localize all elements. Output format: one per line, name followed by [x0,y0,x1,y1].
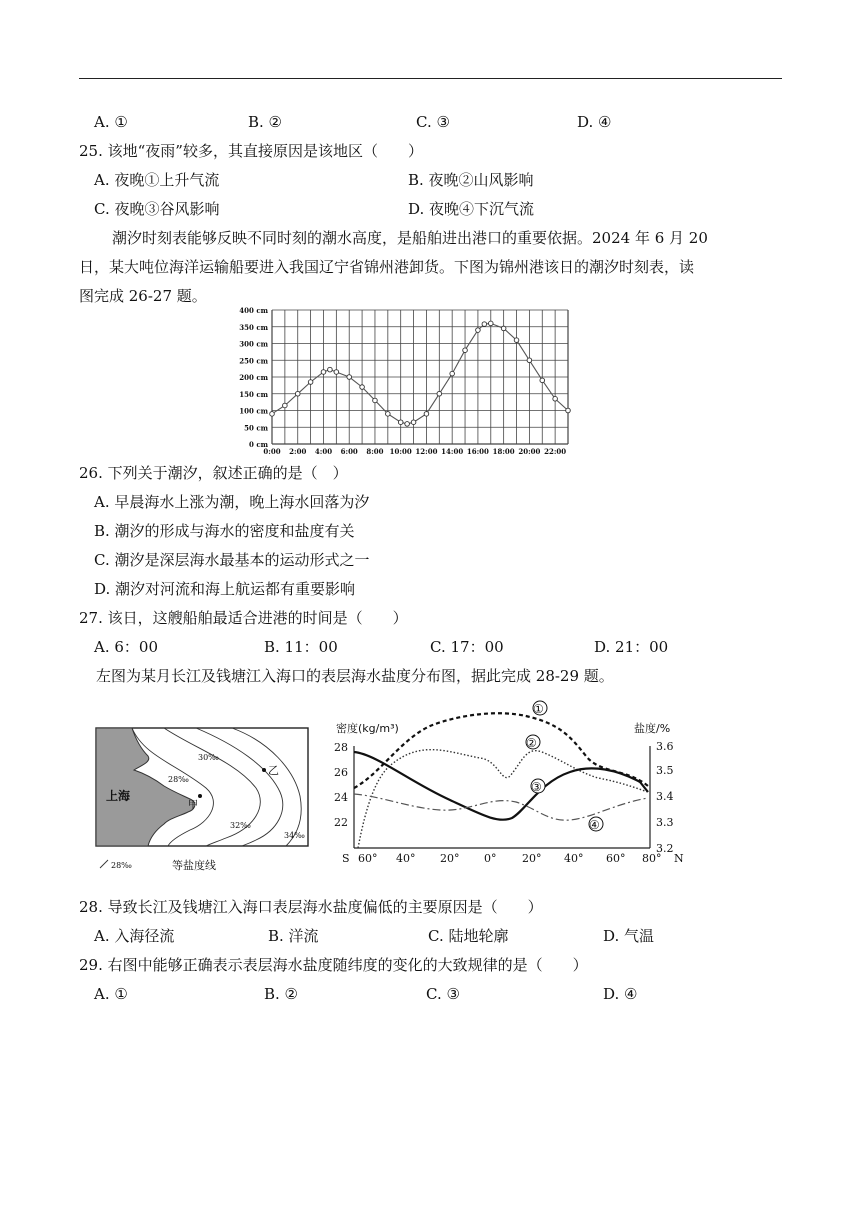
tide-data-point [405,422,410,427]
tide-data-point [360,385,365,390]
tide-data-point [270,412,275,417]
tide-data-point [398,420,403,425]
isoline-label-34: 34‰ [284,831,305,840]
y-tick-label: 350 cm [239,322,268,332]
tide-data-point [373,398,378,403]
q26-option-b[interactable]: B. 潮汐的形成与海水的密度和盐度有关 [94,522,355,540]
isoline-label-30: 30‰ [198,753,219,762]
curve-3 [354,752,648,820]
tide-data-point [283,403,288,408]
tide-data-point [334,370,339,375]
q27-option-d[interactable]: D. 21：00 [594,638,669,656]
q28-stem: 28. 导致长江及钱塘江入海口表层海水盐度偏低的主要原因是（ ） [79,898,543,916]
q27-option-c[interactable]: C. 17：00 [430,638,504,656]
x-tick-20s: 20° [440,852,460,865]
tide-data-point [347,375,352,380]
x-tick-label: 4:00 [314,447,333,456]
x-tick-60s: 60° [358,852,378,865]
q25-option-d[interactable]: D. 夜晚④下沉气流 [408,200,535,218]
q27-stem: 27. 该日，这艘船舶最适合进港的时间是（ ） [79,609,408,627]
q28-option-a[interactable]: A. 入海径流 [94,927,175,945]
left-axis-label: 密度(kg/m³) [336,722,399,735]
right-tick-3.2: 3.2 [656,842,674,855]
x-tick-40n: 40° [564,852,584,865]
q29-option-c[interactable]: C. ③ [426,985,460,1003]
tide-data-point [328,367,333,372]
x-tick-label: 8:00 [366,447,384,456]
legend-text: 等盐度线 [172,859,216,872]
x-tick-label: 12:00 [415,447,438,456]
left-tick-22: 22 [334,816,348,829]
q29-option-b[interactable]: B. ② [264,985,299,1003]
tide-data-point [482,322,487,327]
salinity-map [94,726,312,876]
right-tick-3.3: 3.3 [656,816,674,829]
left-tick-24: 24 [334,791,348,804]
point-yi [262,768,266,772]
q27-option-a[interactable]: A. 6：00 [94,638,158,656]
q25-stem: 25. 该地“夜雨”较多，其直接原因是该地区（ ） [79,142,423,160]
q26-stem: 26. 下列关于潮汐，叙述正确的是（ ） [79,464,348,482]
q26-option-a[interactable]: A. 早晨海水上涨为潮，晚上海水回落为汐 [94,493,370,511]
y-tick-label: 300 cm [239,339,268,349]
q26-option-c[interactable]: C. 潮汐是深层海水最基本的运动形式之一 [94,551,370,569]
q25-option-c[interactable]: C. 夜晚③谷风影响 [94,200,220,218]
tide-series-line [272,323,568,424]
tide-data-point [501,326,506,331]
tide-passage-line-1: 潮汐时刻表能够反映不同时刻的潮水高度，是船舶进出港口的重要依据。2024 年 6 月 20 [112,229,708,247]
x-tick-N: N [674,852,684,865]
curve-2 [358,750,648,848]
q24-option-d[interactable]: D. ④ [577,113,612,131]
y-tick-label: 400 cm [239,306,268,315]
q24-option-a[interactable]: A. ① [94,113,128,131]
x-tick-label: 10:00 [389,447,412,456]
q25-option-b[interactable]: B. 夜晚②山风影响 [408,171,534,189]
y-tick-label: 50 cm [244,423,268,433]
label-jia: 甲 [188,800,198,811]
tide-data-point [476,328,481,333]
tide-data-point [540,378,545,383]
label-shanghai: 上海 [106,789,131,803]
curve-label-4: ④ [589,818,600,832]
y-tick-label: 150 cm [239,389,268,399]
q27-option-b[interactable]: B. 11：00 [264,638,338,656]
tide-data-point [450,371,455,376]
y-tick-label: 250 cm [239,356,268,366]
right-tick-3.5: 3.5 [656,764,674,777]
curve-label-1: ① [533,702,544,716]
q29-option-d[interactable]: D. ④ [603,985,638,1003]
q29-option-a[interactable]: A. ① [94,985,128,1003]
right-tick-3.4: 3.4 [656,790,674,803]
tide-data-point [488,321,493,326]
tide-data-point [437,391,442,396]
x-tick-label: 22:00 [544,447,567,456]
tide-chart [228,302,578,460]
curve-label-2: ② [526,736,537,750]
left-tick-26: 26 [334,766,348,779]
x-tick-label: 20:00 [518,447,541,456]
tide-data-point [553,396,558,401]
legend-sample: 28‰ [111,861,132,870]
tide-data-point [386,412,391,417]
x-tick-20n: 20° [522,852,542,865]
tide-data-point [566,408,571,413]
x-tick-label: 0:00 [263,447,281,456]
y-tick-label: 0 cm [249,440,268,449]
label-yi: 乙 [268,764,279,777]
x-tick-label: 16:00 [466,447,489,456]
x-tick-label: 14:00 [441,447,464,456]
tide-data-point [463,348,468,353]
point-jia [198,794,202,798]
tide-passage-line-2: 日，某大吨位海洋运输船要进入我国辽宁省锦州港卸货。下图为锦州港该日的潮汐时刻表，读 [79,258,695,276]
q28-option-c[interactable]: C. 陆地轮廓 [428,927,509,945]
legend-isoline-symbol [100,860,108,868]
q26-option-d[interactable]: D. 潮汐对河流和海上航运都有重要影响 [94,580,356,598]
x-tick-S: S [342,852,350,865]
x-tick-40s: 40° [396,852,416,865]
q29-stem: 29. 右图中能够正确表示表层海水盐度随纬度的变化的大致规律的是（ ） [79,956,588,974]
right-axis-label: 盐度/% [634,722,671,735]
tide-data-point [514,338,519,343]
q24-option-b[interactable]: B. ② [248,113,283,131]
q28-option-d[interactable]: D. 气温 [603,927,655,945]
x-tick-60n: 60° [606,852,626,865]
tide-passage-line-3: 图完成 26-27 题。 [79,287,207,305]
y-tick-label: 200 cm [239,373,268,382]
y-tick-label: 100 cm [239,406,268,416]
salinity-passage: 左图为某月长江及钱塘江入海口的表层海水盐度分布图，据此完成 28-29 题。 [96,667,614,685]
x-tick-80n: 80° [642,852,662,865]
q25-option-a[interactable]: A. 夜晚①上升气流 [94,171,220,189]
x-tick-label: 2:00 [289,447,307,456]
isoline-label-28: 28‰ [168,775,189,784]
tide-data-point [424,412,429,417]
tide-data-point [411,420,416,425]
curve-label-3: ③ [531,780,542,794]
q24-option-c[interactable]: C. ③ [416,113,450,131]
right-tick-3.6: 3.6 [656,740,674,753]
tide-data-point [527,358,532,363]
x-tick-label: 6:00 [340,447,358,456]
header-rule [79,78,782,79]
q28-option-b[interactable]: B. 洋流 [268,927,319,945]
density-salinity-chart [330,696,690,868]
x-tick-label: 18:00 [492,447,515,456]
tide-data-point [295,391,300,396]
left-tick-28: 28 [334,741,348,754]
curve-4 [354,794,648,820]
tide-data-point [308,380,313,385]
tide-data-point [321,370,326,375]
isoline-label-32: 32‰ [230,821,251,830]
x-tick-0: 0° [484,852,497,865]
